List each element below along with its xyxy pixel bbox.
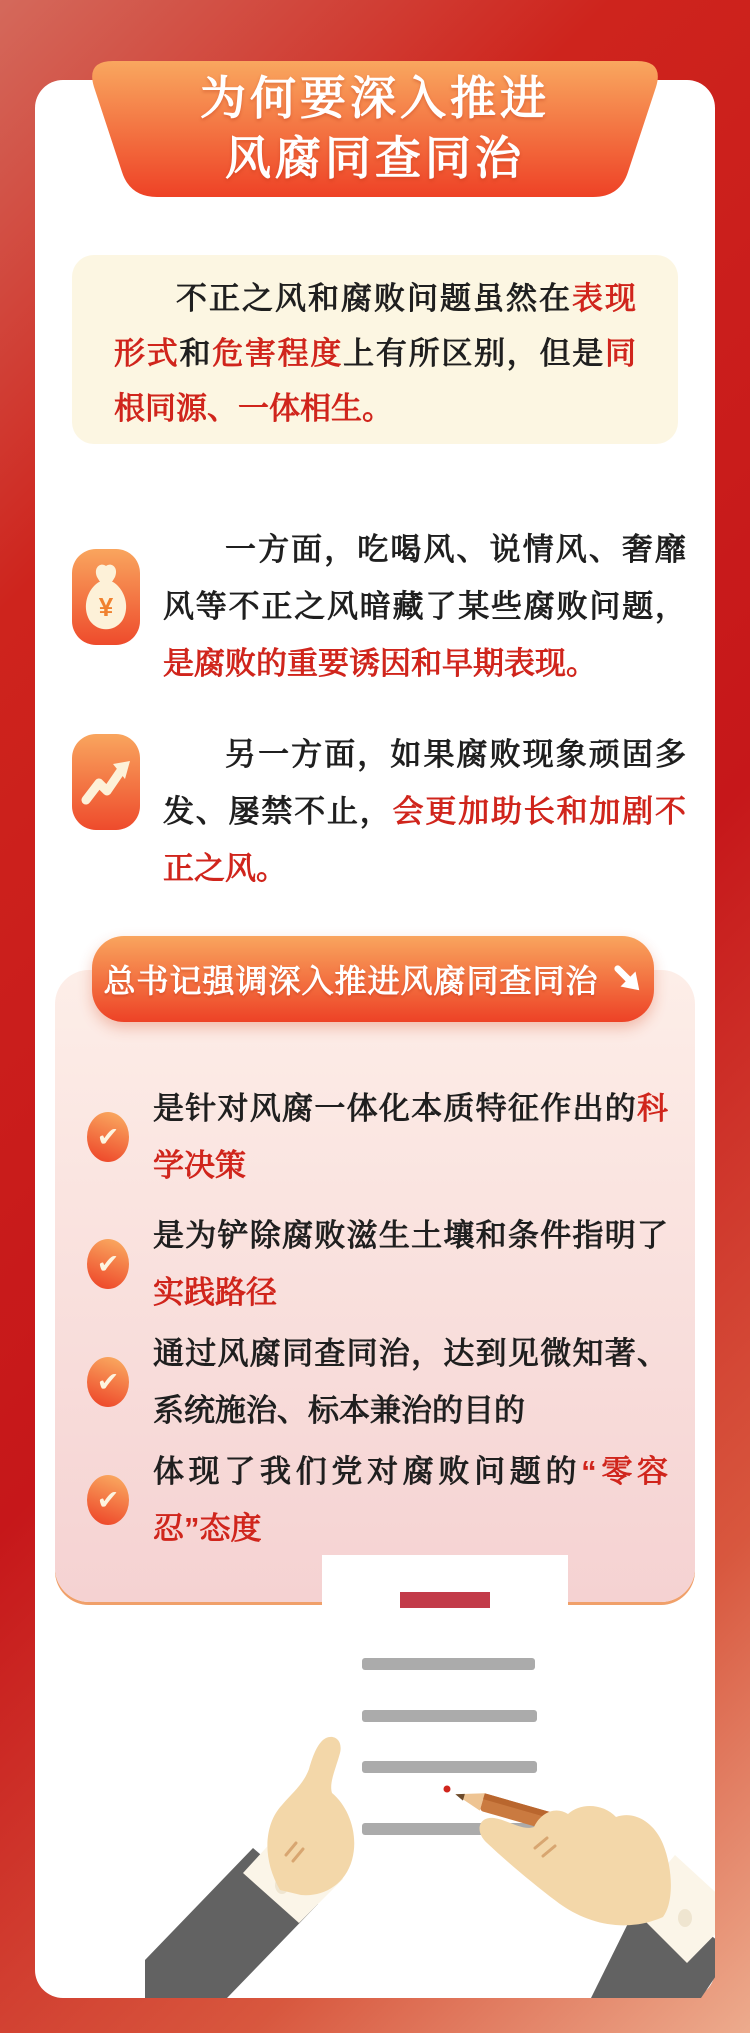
text-segment: 不正之风和腐败问题虽然在 [176, 281, 572, 316]
checklist-item [87, 1443, 687, 1557]
text-segment-red: 表现形式 [114, 281, 636, 371]
title-line-2: 风腐同查同治 [225, 133, 525, 184]
text-segment: 体现了我们党对腐败问题的 [153, 1454, 582, 1489]
checklist-item-text [153, 1325, 668, 1439]
text-line [362, 1710, 537, 1722]
intro-text [114, 271, 636, 436]
money-bag-glyph [72, 549, 140, 645]
check-icon [87, 1475, 129, 1525]
quote-banner-label: 总书记强调深入推进风腐同查同治 [103, 963, 599, 999]
quote-banner [92, 936, 654, 1022]
text-segment-red: 实践路径 [153, 1275, 277, 1310]
trend-up-icon [72, 734, 140, 830]
text-segment: 和 [179, 336, 213, 371]
checklist-item-text [153, 1443, 668, 1557]
checklist-item [87, 1080, 687, 1194]
check-glyph: ✔ [96, 1366, 120, 1397]
check-icon [87, 1112, 129, 1162]
text-line [362, 1658, 535, 1670]
check-icon [87, 1239, 129, 1289]
point-1-text [163, 521, 686, 692]
money-bag-icon [72, 549, 140, 645]
yuan-symbol: ¥ [98, 592, 114, 622]
text-segment: 通过风腐同查同治，达到见微知著、系统施治、标本兼治的目的 [153, 1336, 668, 1428]
text-segment-red: “零容忍”态度 [153, 1454, 669, 1546]
text-segment-red: 科学决策 [153, 1091, 668, 1183]
check-icon [87, 1357, 129, 1407]
check-glyph: ✔ [96, 1248, 120, 1279]
poster-title [83, 61, 667, 197]
text-line [362, 1761, 537, 1773]
paper-document [322, 1555, 568, 1998]
intro-box [72, 255, 678, 444]
checklist-item-text [153, 1080, 668, 1194]
text-segment-red: 是腐败的重要诱因和早期表现。 [163, 646, 597, 681]
title-line-1: 为何要深入推进 [200, 73, 550, 124]
text-segment: 是为铲除腐败滋生土壤和条件指明了 [153, 1218, 668, 1253]
text-segment: 上有所区别，但是 [343, 336, 606, 371]
title-banner [83, 61, 667, 197]
text-segment: 是针对风腐一体化本质特征作出的 [153, 1091, 637, 1126]
seal-bar [400, 1592, 490, 1608]
document-illustration [35, 1555, 715, 1998]
text-segment: 一方面，吃喝风、说情风、奢靡风等不正之风暗藏了某些腐败问题， [163, 532, 686, 624]
checklist-item-text [153, 1207, 668, 1321]
text-segment-red: 危害程度 [212, 336, 344, 371]
arrow-down-right-icon [613, 964, 643, 994]
check-glyph: ✔ [96, 1121, 120, 1152]
check-glyph: ✔ [96, 1484, 120, 1515]
point-2-text [163, 726, 686, 897]
trend-up-glyph [72, 734, 140, 830]
checklist-item [87, 1325, 687, 1439]
text-segment-red: 同根同源、一体相生。 [114, 336, 637, 426]
text-segment-red: 会更加助长和加剧不正之风。 [163, 794, 687, 886]
text-segment: 另一方面，如果腐败现象顽固多发、屡禁不止， [163, 737, 686, 829]
checklist-item [87, 1207, 687, 1321]
